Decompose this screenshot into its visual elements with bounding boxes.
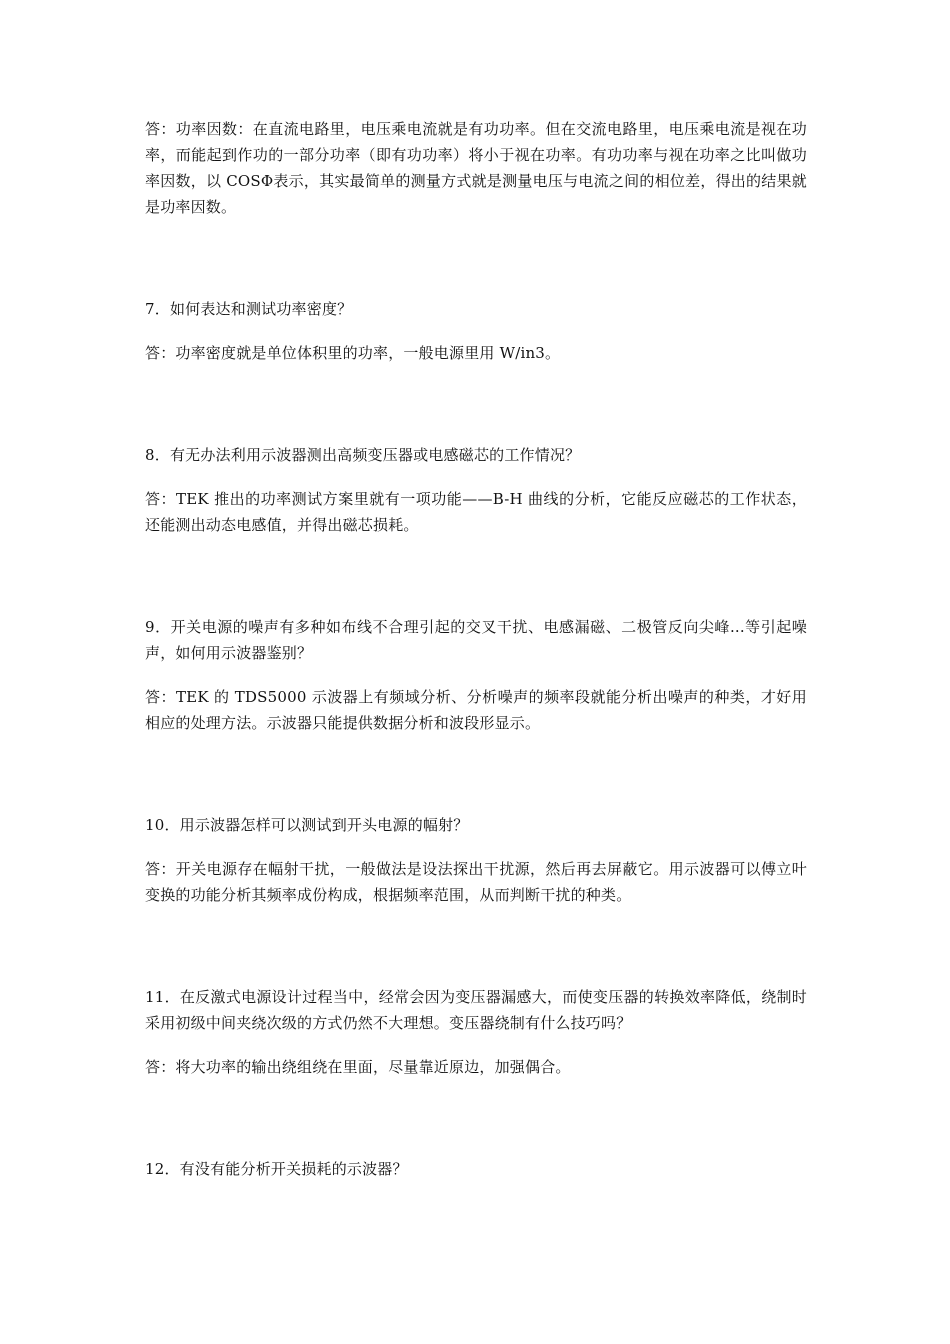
answer-7: 答：功率密度就是单位体积里的功率，一般电源里用 W/in3。 xyxy=(145,344,561,362)
question-8: 8．有无办法利用示波器测出高频变压器或电感磁芯的工作情况？ xyxy=(145,446,581,464)
document-body xyxy=(145,116,807,1182)
question-7: 7．如何表达和测试功率密度？ xyxy=(145,300,353,318)
answer-9: 答：TEK 的 TDS5000 示波器上有频域分析、分析噪声的频率段就能分析出噪声的种类，才好用相应的处理方法。示波器只能提供数据分析和波段形显示。 xyxy=(145,688,807,732)
answer-6: 答：功率因数：在直流电路里，电压乘电流就是有功功率。但在交流电路里，电压乘电流是视在功率，而能起到作功的一部分功率（即有功功率）将小于视在功率。有功功率与视在功率之比叫做功率因数，以 COSΦ表示，其实最简单的测量方式就是测量电压与电流之间的相位差，得出的结果就是功率因数。 xyxy=(145,120,807,216)
question-11: 11．在反激式电源设计过程当中，经常会因为变压器漏感大，而使变压器的转换效率降低，绕制时采用初级中间夹绕次级的方式仍然不大理想。变压器绕制有什么技巧吗？ xyxy=(145,988,807,1032)
question-12: 12．有没有能分析开关损耗的示波器？ xyxy=(145,1160,408,1178)
answer-11: 答：将大功率的输出绕组绕在里面，尽量靠近原边，加强偶合。 xyxy=(145,1058,571,1076)
question-10: 10．用示波器怎样可以测试到开头电源的幅射？ xyxy=(145,816,469,834)
answer-10: 答：开关电源存在幅射干扰，一般做法是设法探出干扰源，然后再去屏蔽它。用示波器可以傅立叶变换的功能分析其频率成份构成，根据频率范围，从而判断干扰的种类。 xyxy=(145,860,807,904)
answer-8: 答：TEK 推出的功率测试方案里就有一项功能——B-H 曲线的分析，它能反应磁芯的工作状态，还能测出动态电感值，并得出磁芯损耗。 xyxy=(145,490,807,534)
question-9: 9．开关电源的噪声有多种如布线不合理引起的交叉干扰、电感漏磁、二极管反向尖峰...等引起噪声，如何用示波器鉴别？ xyxy=(145,618,807,662)
